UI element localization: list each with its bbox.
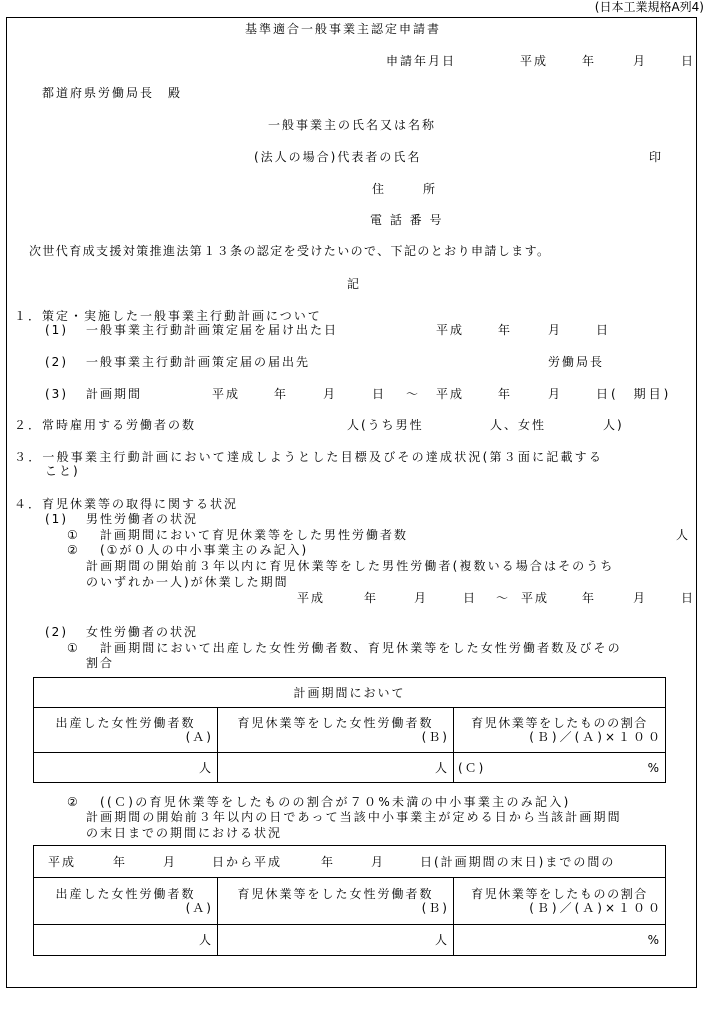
table1-title: 計画期間において [34,678,666,708]
section3-line2: こと) [45,464,80,478]
table2-value-c[interactable]: % [454,925,666,956]
male-item1-unit: 人 [676,528,691,542]
table2-month-to: 月 [371,854,386,869]
male-era-to: 平成 [521,591,550,605]
item1-year: 年 [498,323,513,337]
male-item2: (①が０人の中小事業主のみ記入) [100,543,309,557]
employer-name-label: 一般事業主の氏名又は名称 [268,118,437,132]
section1-item2-suffix: 労働局長 [548,355,605,369]
day-label: 日 [681,54,696,68]
phone-label: 電 話 番 号 [370,213,444,227]
item1-day: 日 [596,323,611,337]
table2-col-b-line1: 育児休業等をした女性労働者数 [237,887,434,901]
form-title: 基準適合一般事業主認定申請書 [245,22,442,36]
female-item2: ((Ｃ)の育児休業等をしたものの割合が７０%未満の中小事業主のみ記入) [100,795,571,809]
table1-col-a-line1: 出産した女性労働者数 [55,716,196,730]
table2-value-b[interactable]: 人 [218,925,454,956]
table1-col-a [34,708,218,753]
seal-label: 印 [649,150,664,164]
female-num: (2) [45,625,68,639]
table2-col-b [218,878,454,925]
male-label: 男性労働者の状況 [86,512,199,526]
table2-col-a-line1: 出産した女性労働者数 [55,887,196,901]
section4-heading: ４．育児休業等の取得に関する状況 [14,497,239,511]
male-tilde: ～ [496,591,511,605]
table2-value-a[interactable]: 人 [34,925,218,956]
female-item1-line1: 計画期間において出産した女性労働者数、育児休業等をした女性労働者数及びその [100,641,622,655]
female-item2-line2: の末日までの期間における状況 [86,826,283,840]
table1-value-a[interactable]: 人 [34,753,218,783]
table1-col-b [218,708,454,753]
table1-value-c-unit: % [647,760,662,775]
male-item1-mark: ① [67,528,80,542]
female-ratio-period-table [33,845,666,956]
male-num: (1) [45,512,68,526]
section2-heading: ２．常時雇用する労働者の数 [14,418,197,432]
item3-month-from: 月 [323,387,338,401]
table2-col-c-line2: (Ｂ)／(Ａ)×１００ [529,901,664,915]
item3-tilde: ～ [406,387,421,401]
table1-value-c[interactable] [454,753,666,783]
section1-item2-num: (2) [45,355,68,369]
male-day-from: 日 [463,591,478,605]
item3-year-from: 年 [274,387,289,401]
standard-note: (日本工業規格A列4) [594,0,704,14]
male-item2-line1: 計画期間の開始前３年以内に育児休業等をした男性労働者(複数いる場合はそのうち [86,559,615,573]
female-item1-mark: ① [67,641,80,655]
section1-item3-label: 計画期間 [86,387,143,401]
representative-label: (法人の場合)代表者の氏名 [254,150,422,164]
male-year-from: 年 [364,591,379,605]
table1-col-a-line2: (Ａ) [185,730,213,744]
female-item2-mark: ② [67,795,80,809]
table2-year-to: 年 [321,854,336,869]
year-label: 年 [582,54,597,68]
item1-month: 月 [548,323,563,337]
table1-col-c-line1: 育児休業等をしたものの割合 [471,716,648,730]
table1-col-c-line2: (Ｂ)／(Ａ)×１００ [529,730,664,744]
table2-title-to: 日(計画期間の末日)までの間の [420,854,616,869]
female-ratio-table [33,677,666,783]
item3-day-from: 日 [372,387,387,401]
table2-title-from: 日から平成 [212,854,283,869]
application-date-label: 申請年月日 [386,54,457,68]
section2-persons-end: 人) [603,418,624,432]
male-year-to: 年 [582,591,597,605]
table2-year-from: 年 [113,854,128,869]
ki-label: 記 [347,277,362,291]
era-label: 平成 [520,54,549,68]
section2-persons: 人(うち男性 [347,418,424,432]
item3-year-to: 年 [498,387,513,401]
intro-text: 次世代育成支援対策推進法第１３条の認定を受けたいので、下記のとおり申請します。 [29,244,551,258]
item3-era-to: 平成 [436,387,465,401]
table1-col-b-line2: (Ｂ) [421,730,449,744]
section1-item2-label: 一般事業主行動計画策定届の届出先 [86,355,311,369]
table2-col-c [454,878,666,925]
table2-month-from: 月 [163,854,178,869]
table1-value-c-prefix: (Ｃ) [458,760,486,775]
male-item2-mark: ② [67,543,80,557]
item3-era-from: 平成 [212,387,241,401]
table2-col-a-line2: (Ａ) [185,901,213,915]
male-era-from: 平成 [297,591,326,605]
section2-persons-female: 人、女性 [490,418,547,432]
female-item1-line2: 割合 [86,656,115,670]
female-item2-line1: 計画期間の開始前３年以内の日であって当該中小事業主が定める日から当該計画期間 [86,810,622,824]
section1-item3-num: (3) [45,387,68,401]
table2-col-a [34,878,218,925]
table2-col-b-line2: (Ｂ) [421,901,449,915]
section1-item1-label: 一般事業主行動計画策定届を届け出た日 [86,323,339,337]
item3-month-to: 月 [548,387,563,401]
addressee: 都道府県労働局長 殿 [42,86,183,100]
table1-col-c [454,708,666,753]
item1-era: 平成 [436,323,465,337]
male-item2-line2: のいずれか一人)が休業した期間 [86,575,289,589]
male-month-to: 月 [633,591,648,605]
section1-item1-num: (1) [45,323,68,337]
male-month-from: 月 [414,591,429,605]
table2-title [34,846,666,878]
table1-col-b-line1: 育児休業等をした女性労働者数 [237,716,434,730]
female-label: 女性労働者の状況 [86,625,199,639]
table2-era-from: 平成 [48,854,77,869]
male-item1: 計画期間において育児休業等をした男性労働者数 [100,528,409,542]
table1-value-b[interactable]: 人 [218,753,454,783]
month-label: 月 [633,54,648,68]
section1-heading: １．策定・実施した一般事業主行動計画について [14,309,322,323]
section3-line1: ３．一般事業主行動計画において達成しようとした目標及びその達成状況(第３面に記載する [14,450,604,464]
male-day-to: 日 [681,591,696,605]
table2-col-c-line1: 育児休業等をしたものの割合 [471,887,648,901]
item3-period-suffix: 日( 期目) [596,387,672,401]
address-label: 住 所 [372,182,441,196]
